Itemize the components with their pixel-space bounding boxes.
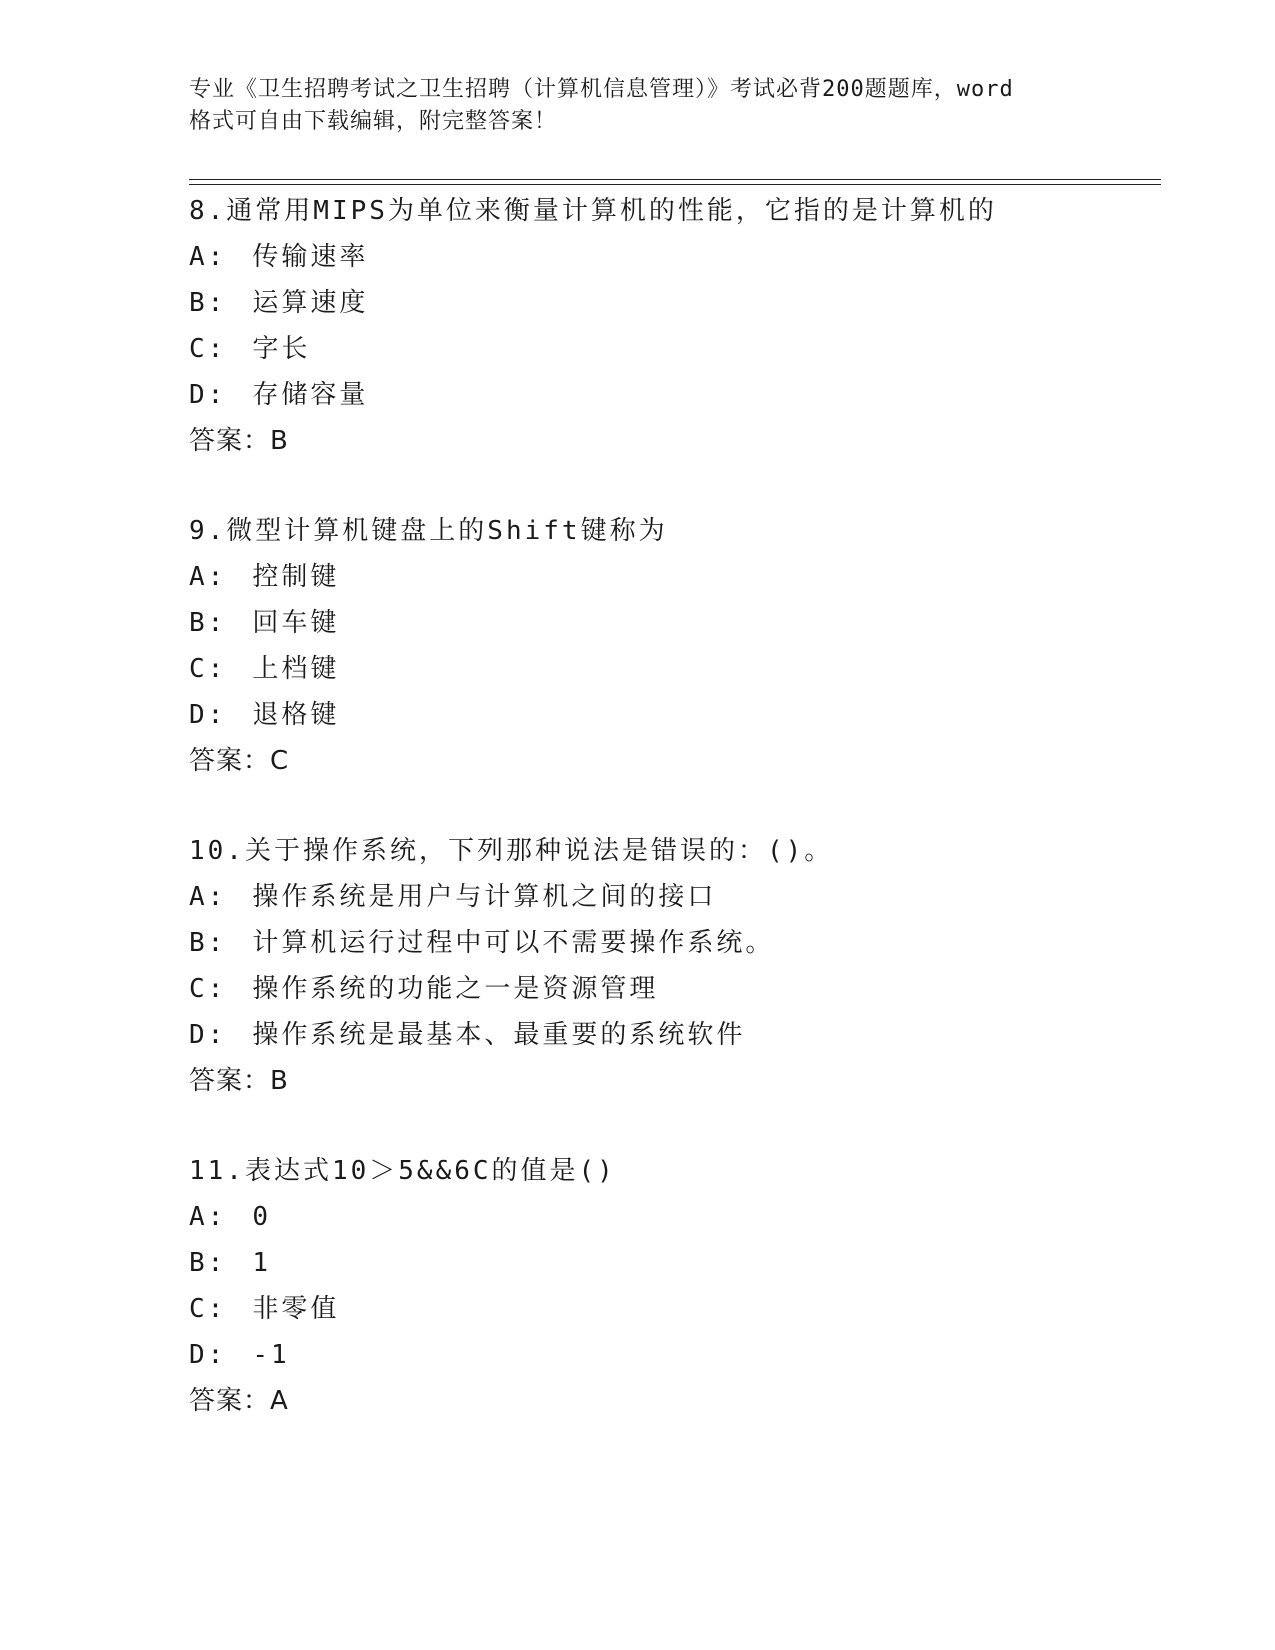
option-text: 退格键 [252,700,340,730]
option-c [189,966,1149,1012]
header-line-2: 格式可自由下载编辑，附完整答案！ [189,109,558,134]
question-item [189,1148,1149,1424]
option-text: 0 [252,1202,271,1232]
option-d [189,1012,1149,1058]
option-b [189,280,1149,326]
option-letter: B: [189,1248,227,1278]
option-text: 运算速度 [252,288,369,318]
question-list [189,188,1149,1468]
option-text: 字长 [252,334,311,364]
option-text: 计算机运行过程中可以不需要操作系统。 [252,928,775,958]
header-divider-bottom [189,184,1161,185]
option-d [189,372,1149,418]
header-line-1: 专业《卫生招聘考试之卫生招聘（计算机信息管理）》考试必背200题题库，word [189,77,1014,102]
option-c [189,646,1149,692]
option-d [189,692,1149,738]
option-d [189,1332,1149,1378]
option-text: 回车键 [252,608,340,638]
option-text: 操作系统的功能之一是资源管理 [252,974,659,1004]
answer-line: 答案：A [189,1386,289,1416]
question-item [189,188,1149,464]
header-divider-top [189,179,1161,180]
option-a [189,1194,1149,1240]
option-letter: C: [189,1294,227,1324]
option-a [189,234,1149,280]
option-text: 非零值 [252,1294,340,1324]
option-c [189,1286,1149,1332]
answer-line: 答案：B [189,426,289,456]
option-letter: D: [189,380,227,410]
option-letter: C: [189,974,227,1004]
option-letter: D: [189,1340,227,1370]
option-text: 操作系统是用户与计算机之间的接口 [252,882,717,912]
option-text: 控制键 [252,562,340,592]
option-letter: A: [189,882,227,912]
option-letter: B: [189,928,227,958]
option-letter: C: [189,334,227,364]
question-stem: 10.关于操作系统，下列那种说法是错误的：()。 [189,836,834,866]
option-letter: A: [189,242,227,272]
answer-line: 答案：C [189,746,290,776]
option-letter: B: [189,288,227,318]
option-b [189,600,1149,646]
option-letter: D: [189,1020,227,1050]
option-letter: C: [189,654,227,684]
option-b [189,920,1149,966]
option-letter: B: [189,608,227,638]
document-header [189,74,1149,138]
option-letter: A: [189,562,227,592]
option-text: 1 [252,1248,271,1278]
answer-line: 答案：B [189,1066,289,1096]
option-text: -1 [252,1340,290,1370]
option-letter: A: [189,1202,227,1232]
question-stem: 11.表达式10＞5&&6C的值是() [189,1156,616,1186]
option-text: 存储容量 [252,380,369,410]
option-a [189,874,1149,920]
question-stem: 9.微型计算机键盘上的Shift键称为 [189,516,668,546]
question-item [189,828,1149,1104]
question-stem: 8.通常用MIPS为单位来衡量计算机的性能，它指的是计算机的 [189,196,997,226]
question-item [189,508,1149,784]
option-text: 上档键 [252,654,340,684]
option-b [189,1240,1149,1286]
option-text: 传输速率 [252,242,369,272]
option-a [189,554,1149,600]
option-letter: D: [189,700,227,730]
option-text: 操作系统是最基本、最重要的系统软件 [252,1020,746,1050]
option-c [189,326,1149,372]
